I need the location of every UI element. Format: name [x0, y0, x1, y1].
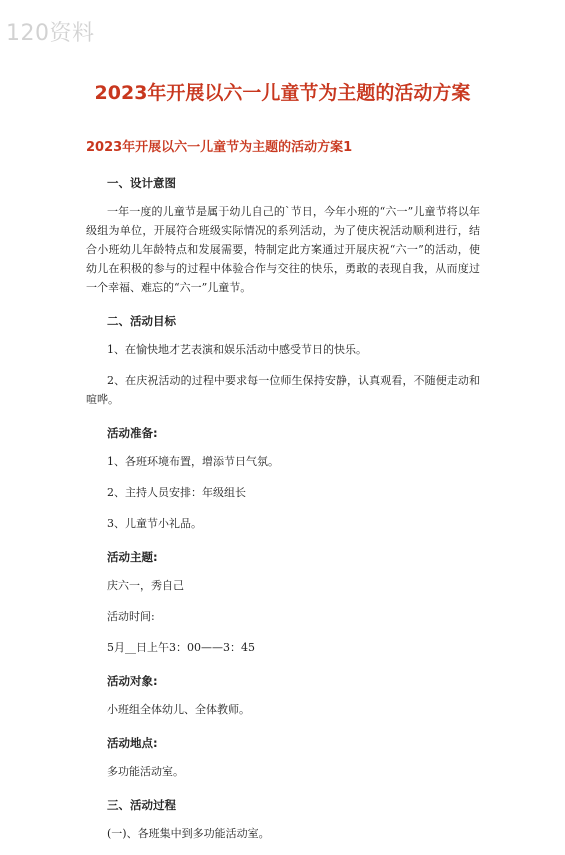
time-value: 5月__日上午3：00——3：45 — [107, 641, 255, 654]
preparation-heading: 活动准备: — [107, 426, 158, 440]
preparation-item-2: 2、主持人员安排：年级组长 — [107, 486, 246, 499]
target-heading: 活动对象: — [107, 674, 158, 688]
section-title: 2023年开展以六一儿童节为主题的活动方案1 — [86, 140, 353, 155]
target-text: 小班组全体幼儿、全体教师。 — [107, 703, 250, 716]
theme-text: 庆六一，秀自己 — [107, 579, 184, 592]
document-title: 2023年开展以六一儿童节为主题的活动方案 — [94, 82, 471, 104]
location-text: 多功能活动室。 — [107, 765, 184, 778]
theme-heading: 活动主题: — [107, 550, 158, 564]
document-body — [86, 136, 480, 855]
preparation-item-3: 3、儿童节小礼品。 — [107, 517, 202, 530]
process-item-1: (一)、各班集中到多功能活动室。 — [107, 827, 270, 840]
design-intent-heading: 一、设计意图 — [107, 176, 176, 190]
goal-item-2: 2、在庆祝活动的过程中要求每一位师生保持安静，认真观看，不随便走动和喧哗。 — [86, 374, 480, 406]
process-heading: 三、活动过程 — [107, 798, 176, 812]
goals-heading: 二、活动目标 — [107, 314, 176, 328]
goal-item-1: 1、在愉快地才艺表演和娱乐活动中感受节日的快乐。 — [107, 343, 367, 356]
location-heading: 活动地点: — [107, 736, 158, 750]
preparation-item-1: 1、各班环境布置，增添节日气氛。 — [107, 455, 279, 468]
watermark: 120资料 — [6, 21, 95, 46]
design-intent-text: 一年一度的儿童节是属于幼儿自己的`节日，今年小班的“六一”儿童节将以年级组为单位，开展符合班级实际情况的系列活动，为了使庆祝活动顺利进行，结合小班幼儿年龄特点和发展需要，特制定此方案通过开展庆祝“六一”的活动，使幼儿在积极的参与的过程中体验合作与交往的快乐，勇敢的表现自我，从而度过一个幸福、难忘的“六一”儿童节。 — [86, 205, 480, 294]
time-label: 活动时间: — [107, 610, 155, 623]
